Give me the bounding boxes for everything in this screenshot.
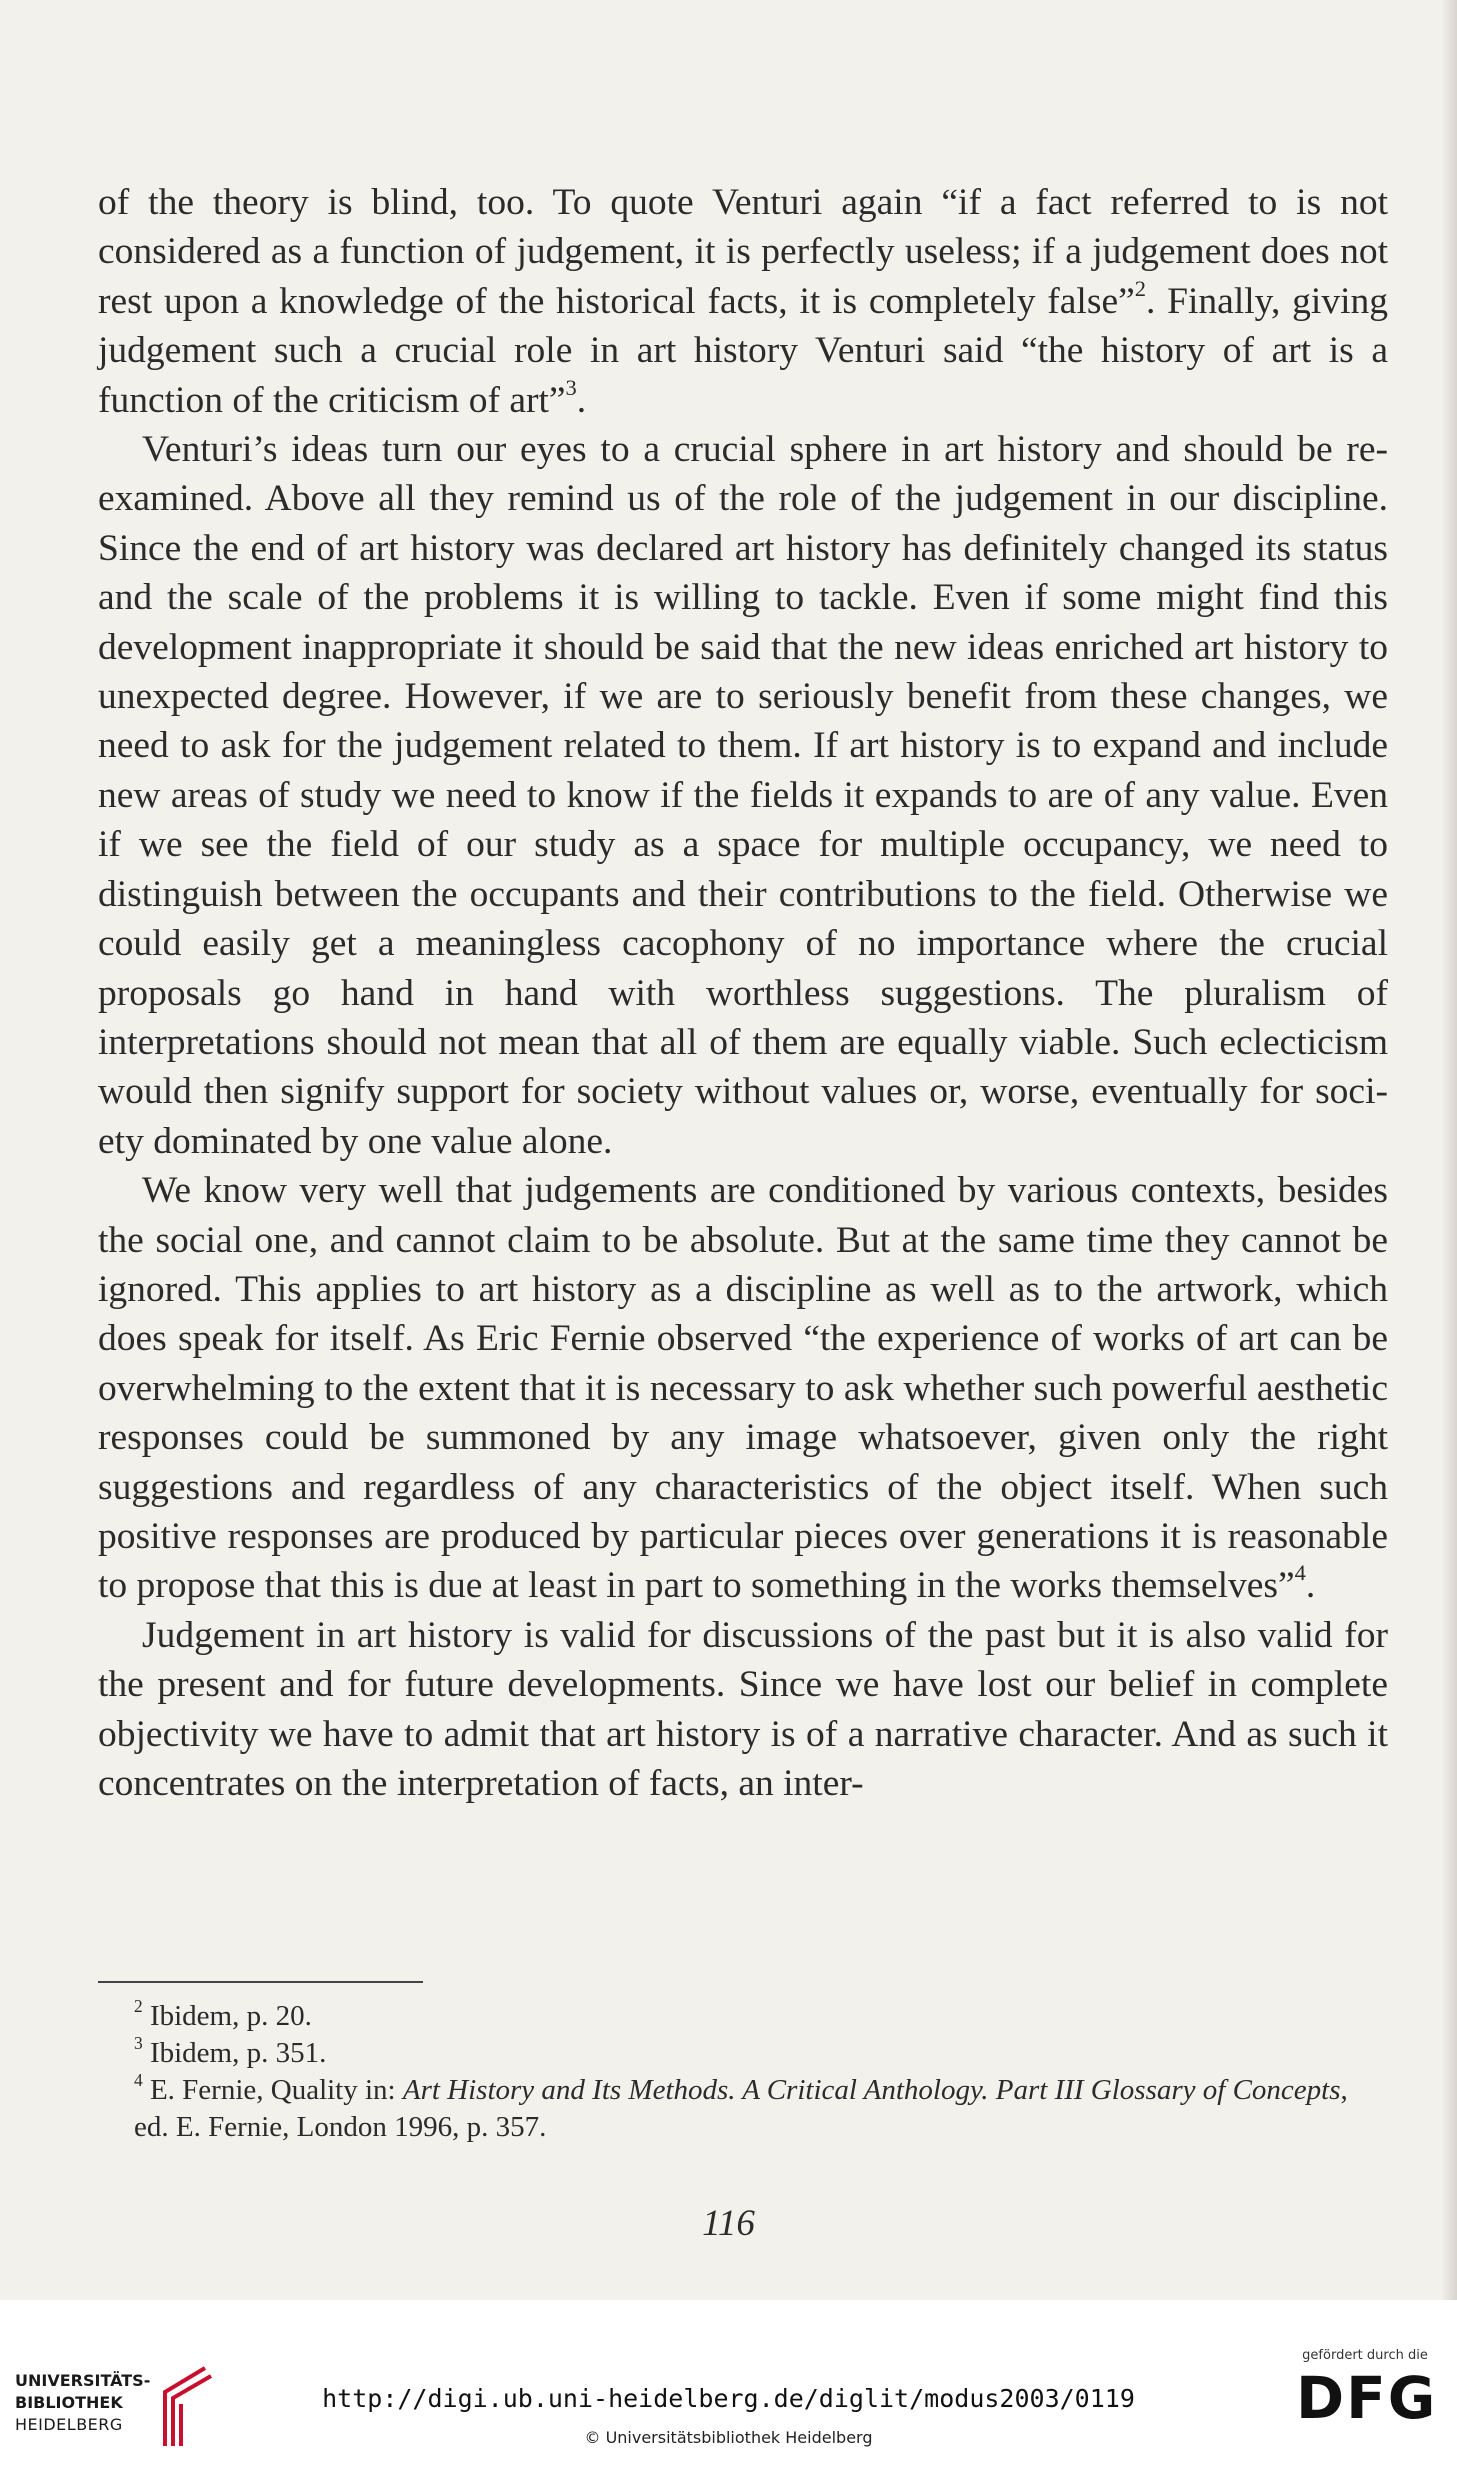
dfg-logo[interactable] [1290, 2348, 1440, 2448]
footnote-ref: 4 [1294, 1560, 1306, 1586]
footnote-rule [98, 1981, 423, 1983]
logo-line-3: HEIDELBERG [15, 2415, 123, 2434]
dfg-wordmark: DFG [1296, 2364, 1438, 2432]
text-run: Judgement in art history is valid for discussions of the past but it is also valid for the present and for future developments. Since we have lost our belief in complete objectivity we have to admit that art history is of a narrative character. And as such it concentrates on the interpretation of facts, an inter- [98, 1614, 1388, 1804]
dfg-funded-label: gefördert durch die [1302, 2348, 1428, 2363]
page-number: 116 [702, 2203, 755, 2244]
text-run: of the theory is blind, too. To quote Venturi again “if a fact referred to is not considered as a function of judgement, it is perfectly useless; if a judgement does not rest upon a knowledge of the historical facts, it is completely false” [98, 182, 1388, 322]
text-run: . [1305, 1565, 1316, 1607]
page-edge [1441, 0, 1457, 2300]
body-paragraph [98, 178, 1388, 425]
body-text [98, 178, 1388, 1808]
text-run: . [576, 379, 587, 421]
logo-line-2: BIBLIOTHEK [15, 2393, 123, 2412]
footnote-ref: 2 [1134, 275, 1146, 301]
footer [0, 2300, 1457, 2485]
text-run: . Finally, giving judgement such a crucial role in art history Venturi said “the history of art is a function of the criticism of art” [98, 280, 1388, 421]
footnote-2: $^2$ Ibidem, p. 20. [134, 1995, 312, 2032]
body-paragraph [98, 1611, 1388, 1809]
text-run: Venturi’s ideas turn our eyes to a crucial sphere in art history and should be re-examined. Above all they remind us of the role of the judgement in our discipline. Since the end of art history was declared art history has definitely changed its status and the scale of the problems it is willing to tackle. Even if some might find this development inappropriate it should be said that the new ideas enriched art history to unexpected degree. However, if we are to seriously benefit from these changes, we need to ask for the judgement related to them. If art history is to expand and include new areas of study we need to know if the fields it expands to are of any value. Even if we see the field of our study as a space for multiple occupancy, we need to distinguish between the occupants and their contributions to the field. Otherwise we could easily get a meaningless cacophony of no importance where the crucial proposals go hand in hand with worthless suggestions. The pluralism of interpretations should not mean that all of them are equally viable. Such eclecticism would then signify support for society without values or, worse, eventually for society dominated by one value alone. [98, 429, 1388, 1162]
footnote-4: $^4$ E. Fernie, Quality in: Art History and Its Methods. A Critical Anthology. Part III Glossary of Concepts, ed. E. Fernie, London 1996, p. 357. [134, 2069, 1348, 2143]
footnote-3: $^3$ Ibidem, p. 351. [134, 2032, 327, 2069]
copyright-notice: © Universitätsbibliothek Heidelberg [584, 2428, 873, 2447]
page-url-link[interactable]: http://digi.ub.uni-heidelberg.de/diglit/modus2003/0119 [322, 2384, 1135, 2413]
logo-line-1: UNIVERSITÄTS- [15, 2371, 151, 2390]
body-paragraph [98, 425, 1388, 1166]
body-paragraph [98, 1166, 1388, 1611]
text-run: We know very well that judgements are conditioned by various contexts, besides the social one, and cannot claim to be absolute. But at the same time they cannot be ignored. This applies to art history as a discipline as well as to the artwork, which does speak for itself. As Eric Fernie observed “the experience of works of art can be overwhelming to the extent that it is necessary to ask whether such powerful aesthetic responses could be summoned by any image whatsoever, given only the right suggestions and regardless of any characteristics of the object itself. When such positive responses are produced by particular pieces over generations it is reasonable to propose that this is due at least in part to something in the works themselves” [98, 1170, 1388, 1607]
footnotes [98, 1995, 1388, 2146]
footnote-ref: 3 [565, 374, 577, 400]
